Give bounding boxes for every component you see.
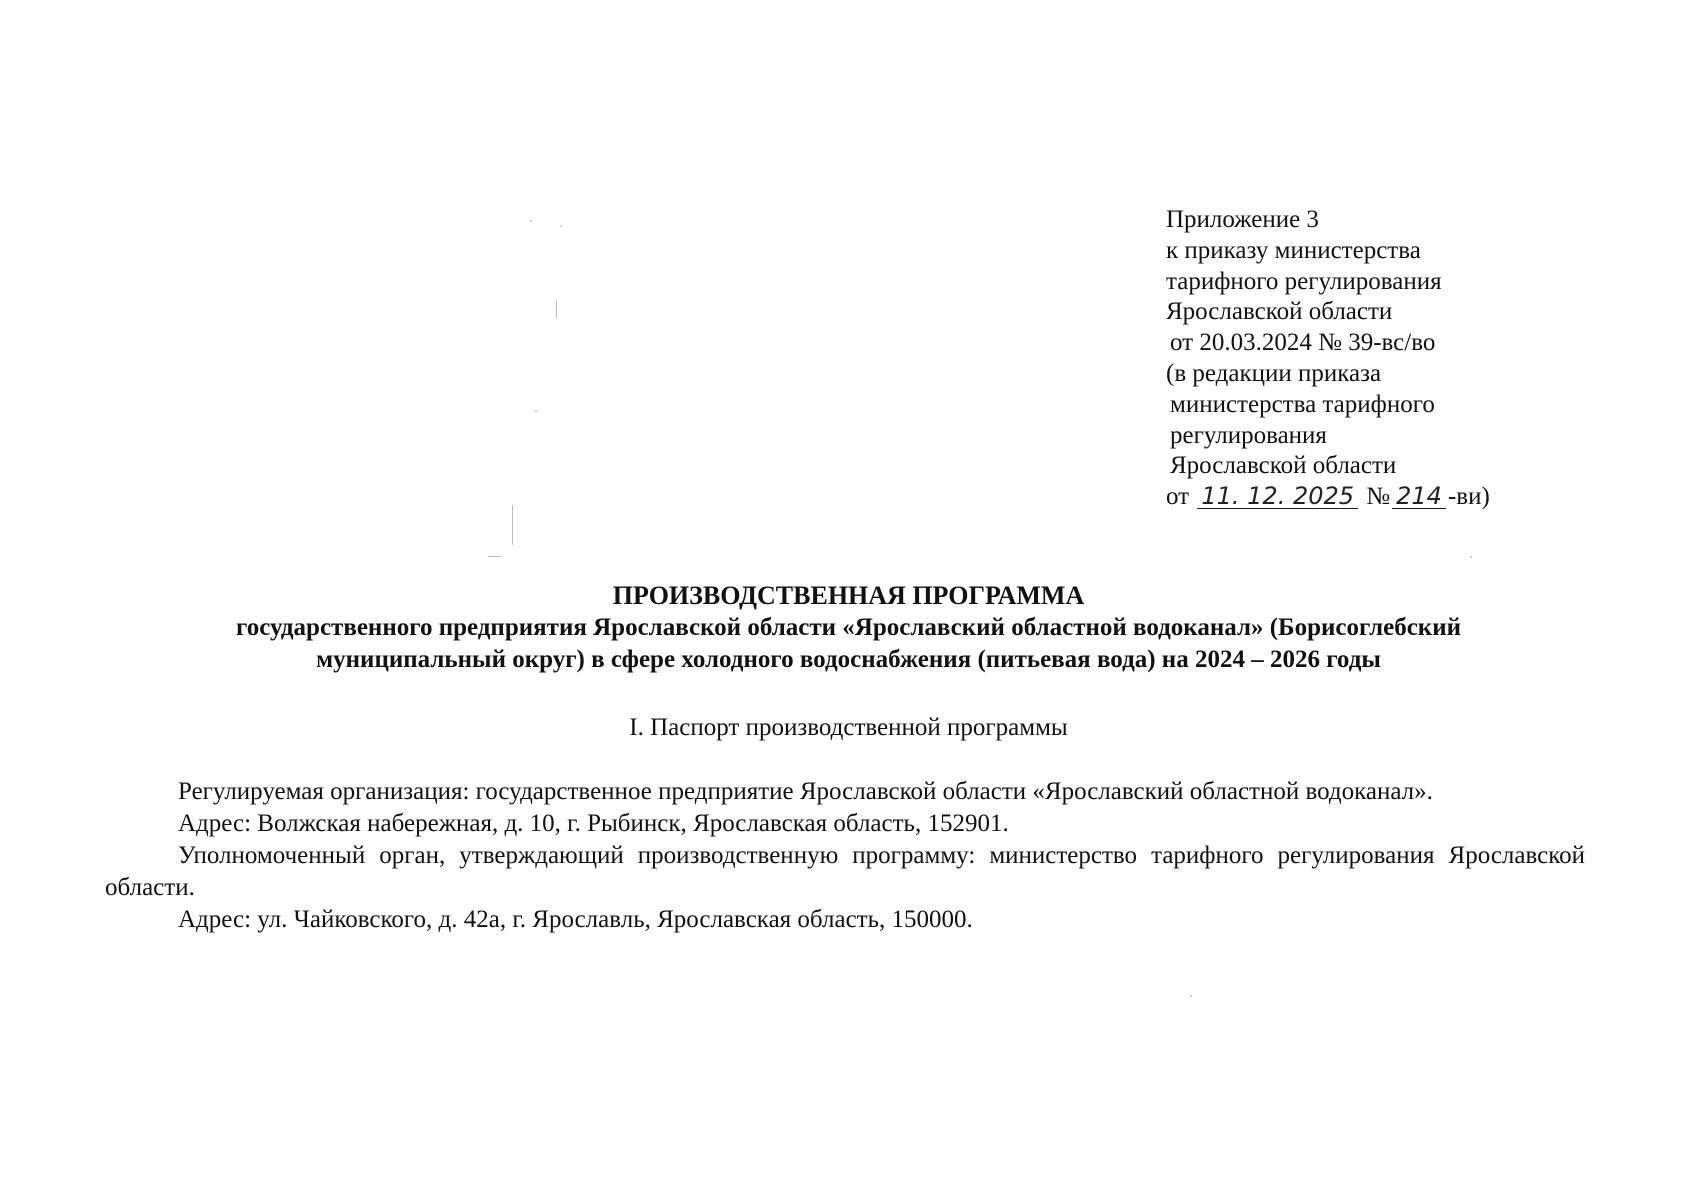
handwritten-date: 11. 12. 2025 (1197, 484, 1358, 509)
program-title (100, 580, 1597, 676)
paragraph-authority: Уполномоченный орган, утверждающий производственную программу: министерство тарифного регулирования Ярославской области. (105, 842, 1585, 901)
scan-speck (556, 300, 557, 318)
appendix-amendment-date-line (1166, 482, 1586, 513)
title-subtitle-line: государственного предприятия Ярославской области «Ярославский областной водоканал» (Борисоглебский (235, 614, 1462, 641)
appendix-line: Приложение 3 (1166, 206, 1319, 233)
scan-speck (512, 505, 513, 545)
appendix-line: от 20.03.2024 № 39-вс/во (1170, 329, 1436, 357)
number-sign: № (1366, 483, 1391, 511)
appendix-line: министерства тарифного (1170, 390, 1435, 418)
section-heading: I. Паспорт производственной программы (629, 714, 1068, 741)
title-subtitle-line: муниципальный округ) в сфере холодного водоснабжения (питьевая вода) на 2024 – 2026 годы (316, 646, 1381, 673)
appendix-line: тарифного регулирования (1166, 267, 1442, 295)
scan-speck (530, 220, 532, 222)
paragraph-organization: Регулируемая организация: государственное предприятие Ярославской области «Ярославский областной водоканал». (178, 778, 1433, 805)
scan-speck (535, 410, 537, 412)
scan-speck (1470, 556, 1472, 558)
scan-speck (1190, 995, 1192, 997)
paragraph-authority-address: Адрес: ул. Чайковского, д. 42а, г. Ярославль, Ярославская область, 150000. (178, 906, 973, 933)
appendix-line: к приказу министерства (1166, 236, 1421, 264)
scan-speck (488, 556, 502, 557)
appendix-block (1166, 205, 1586, 513)
appendix-line: регулирования (1170, 421, 1327, 449)
title-main: ПРОИЗВОДСТВЕННАЯ ПРОГРАММА (612, 581, 1085, 610)
passport-body (105, 776, 1585, 936)
amendment-prefix: от (1166, 483, 1190, 511)
handwritten-number: 214 (1392, 484, 1446, 509)
appendix-line: (в редакции приказа (1166, 359, 1382, 387)
scan-speck (560, 225, 562, 227)
paragraph-organization-address: Адрес: Волжская набережная, д. 10, г. Рыбинск, Ярославская область, 152901. (178, 810, 1009, 837)
appendix-line: Ярославской области (1170, 452, 1397, 480)
amendment-suffix: -ви) (1447, 483, 1490, 511)
appendix-line: Ярославской области (1166, 298, 1393, 326)
